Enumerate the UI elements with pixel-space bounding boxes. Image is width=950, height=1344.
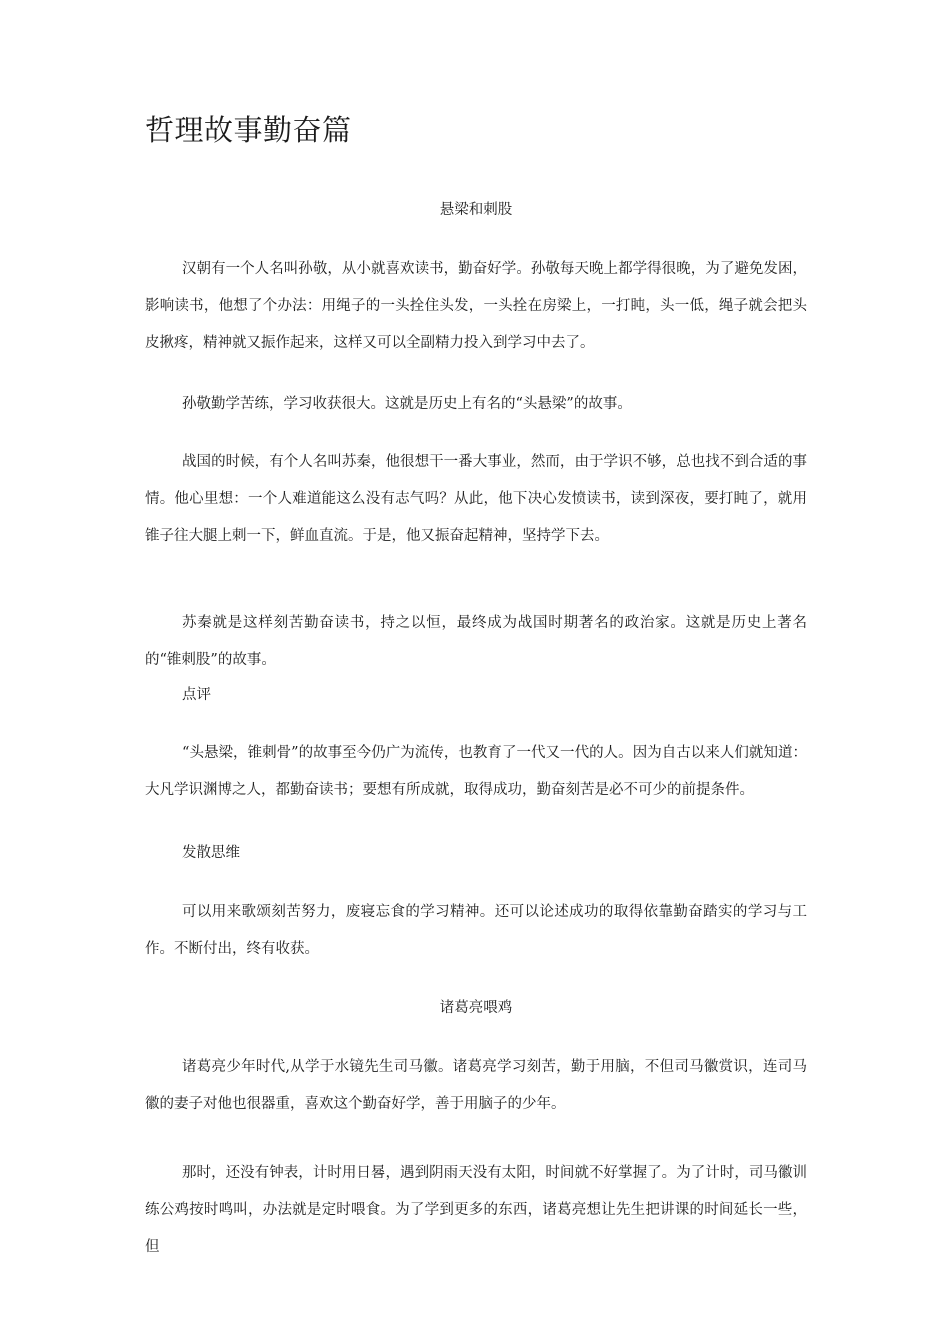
thinking-label: 发散思维 bbox=[182, 845, 240, 861]
paragraph: 那时，还没有钟表，计时用日晷，遇到阴雨天没有太阳，时间就不好掌握了。为了计时，司马徽训练公鸡按时鸣叫，办法就是定时喂食。为了学到更多的东西，诸葛亮想让先生把讲课的时间延长一些，但 bbox=[145, 1165, 807, 1255]
paragraph: 战国的时候，有个人名叫苏秦，他很想干一番大事业，然而，由于学识不够，总也找不到合适的事情。他心里想：一个人难道能这么没有志气吗？从此，他下决心发愤读书，读到深夜，要打盹了，就用锥子往大腿上刺一下，鲜血直流。于是，他又振奋起精神，坚持学下去。 bbox=[145, 454, 807, 544]
review-label: 点评 bbox=[182, 687, 211, 703]
paragraph: 苏秦就是这样刻苦勤奋读书，持之以恒，最终成为战国时期著名的政治家。这就是历史上著名的“锥刺股”的故事。 bbox=[145, 615, 807, 668]
document-title: 哲理故事勤奋篇 bbox=[145, 113, 352, 147]
review-paragraph: “头悬梁，锥刺骨”的故事至今仍广为流传，也教育了一代又一代的人。因为自古以来人们就知道：大凡学识渊博之人，都勤奋读书；要想有所成就，取得成功，勤奋刻苦是必不可少的前提条件。 bbox=[145, 745, 807, 798]
section-heading-xuanliang: 悬梁和刺股 bbox=[439, 202, 513, 218]
paragraph: 诸葛亮少年时代,从学于水镜先生司马徽。诸葛亮学习刻苦，勤于用脑，不但司马徽赏识，连司马徽的妻子对他也很器重，喜欢这个勤奋好学，善于用脑子的少年。 bbox=[145, 1059, 807, 1112]
section-heading-zhugeliang: 诸葛亮喂鸡 bbox=[439, 1000, 513, 1016]
thinking-paragraph: 可以用来歌颂刻苦努力，废寝忘食的学习精神。还可以论述成功的取得依靠勤奋踏实的学习与工作。不断付出，终有收获。 bbox=[145, 904, 807, 957]
paragraph: 孙敬勤学苦练，学习收获很大。这就是历史上有名的“头悬梁”的故事。 bbox=[182, 396, 632, 412]
paragraph: 汉朝有一个人名叫孙敬，从小就喜欢读书，勤奋好学。孙敬每天晚上都学得很晚，为了避免发困，影响读书，他想了个办法：用绳子的一头拴住头发，一头拴在房梁上，一打盹，头一低，绳子就会把头皮揪疼，精神就又振作起来，这样又可以全副精力投入到学习中去了。 bbox=[145, 261, 807, 351]
